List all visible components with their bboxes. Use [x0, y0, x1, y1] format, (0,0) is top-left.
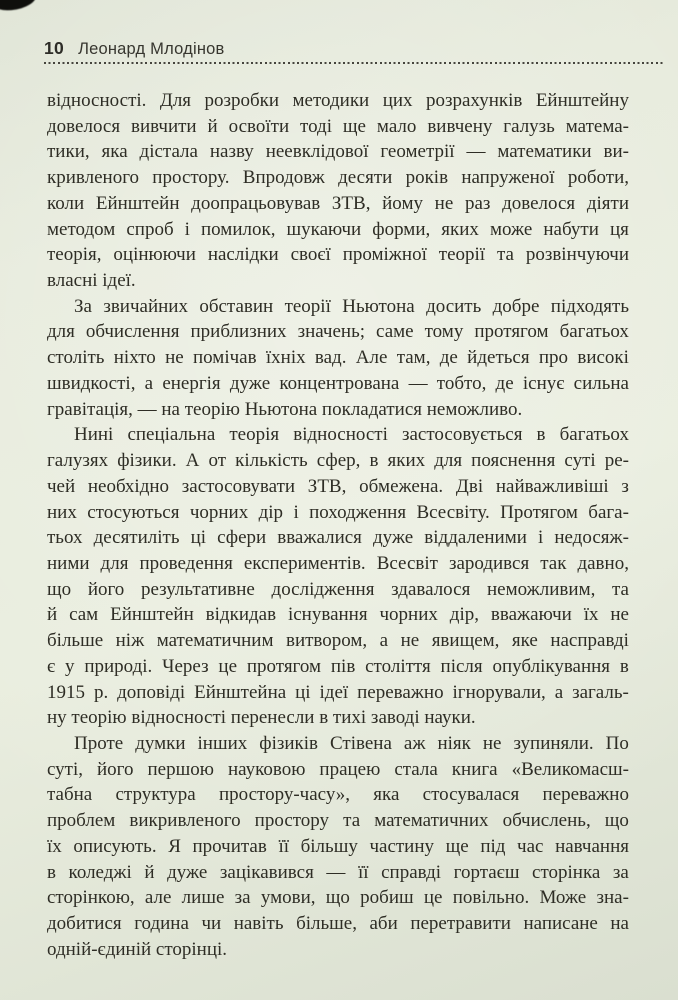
page-number: 10	[44, 38, 65, 58]
text-line: чей необхідно застосовувати ЗТВ, обмежена. Дві найважливіші з	[47, 475, 629, 497]
running-header-line	[44, 38, 664, 59]
text-line: й сам Ейнштейн відкидав існування чорних дір, вважаючи їх не	[47, 604, 629, 626]
text-line: них стосуються чорних дір і походження Всесвіту. Протягом бага-	[47, 501, 629, 523]
text-line: довелося вивчити й освоїти тоді ще мало вивчену галузь матема-	[47, 115, 629, 137]
text-line: швидкості, а енергія дуже концентрована — тобто, де існує сильна	[47, 372, 629, 394]
text-line: ну теорію відносності перенесли в тихі заводі науки.	[47, 707, 476, 729]
running-header	[44, 38, 664, 64]
text-line: кривленого простору. Впродовж десяти років напруженої роботи,	[47, 167, 629, 189]
text-line: коли Ейнштейн доопрацьовував ЗТВ, йому не раз довелося діяти	[47, 192, 629, 214]
text-line: тики, яка дістала назву неевклідової геометрії — математики ви-	[47, 141, 629, 163]
text-line: табна структура простору-часу», яка стосувалася переважно	[47, 784, 629, 806]
text-line: відносності. Для розробки методики цих розрахунків Ейнштейну	[47, 90, 629, 111]
scan-corner-artifact	[0, 0, 38, 12]
text-line: добитися година чи навіть більше, аби перетравити написане на	[47, 913, 629, 934]
paragraph	[47, 731, 629, 962]
text-line: суті, його першою науковою працею стала книга «Великомасш-	[47, 758, 629, 780]
text-line: ними для проведення експериментів. Всесвіт зародився так давно,	[47, 552, 629, 574]
text-line: методом спроб і помилок, шукаючи форми, яких може набути ця	[47, 218, 629, 240]
text-line: проблем викривленого простору та математичних обчислень, що	[47, 810, 629, 832]
text-line: теорія, оцінюючи наслідки своєї проміжної теорії та розвінчуючи	[47, 244, 629, 266]
text-line: гравітація, — на теорію Ньютона покладатися неможливо.	[47, 398, 523, 420]
paragraph	[47, 422, 629, 731]
text-line: більше ніж математичним витвором, а не явищем, яке насправді	[47, 630, 629, 652]
text-line: За звичайних обставин теорії Ньютона досить добре підходять	[74, 295, 629, 317]
text-line: для обчислення приблизних значень; саме тому протягом багатьох	[47, 321, 629, 343]
running-header-author: Леонард Млодінов	[78, 40, 225, 58]
text-line: що його результативне дослідження здавалося неможливим, та	[47, 578, 629, 600]
dotted-rule	[44, 62, 663, 64]
text-line: їх описують. Я прочитав її більшу частину ще під час навчання	[47, 835, 629, 857]
text-line: власні ідеї.	[47, 270, 136, 292]
text-column	[47, 88, 629, 962]
text-line: Нині спеціальна теорія відносності застосовується в багатьох	[74, 424, 629, 446]
text-line: Проте думки інших фізиків Стівена аж ніяк не зупиняли. По	[74, 732, 629, 754]
text-line: століть ніхто не помічав їхніх вад. Але там, де йдеться про високі	[47, 347, 629, 369]
paragraph	[47, 88, 629, 294]
text-line: в коледжі й дуже зацікавився — її справді гортаєш сторінка за	[47, 861, 629, 883]
text-line: сторінкою, але лише за умови, що робиш це повільно. Може зна-	[47, 887, 629, 909]
text-line: галузях фізики. А от кількість сфер, в яких для пояснення суті ре-	[47, 450, 629, 472]
paragraph	[47, 294, 629, 423]
text-line: є у природі. Через це протягом пів століття після опублікування в	[47, 655, 629, 677]
text-line: одній-єдиній сторінці.	[47, 938, 228, 960]
text-line: тьох десятиліть ці сфери вважалися дуже віддаленими і недосяж-	[47, 527, 629, 549]
text-line: 1915 р. доповіді Ейнштейна ці ідеї переважно ігнорували, а загаль-	[47, 681, 629, 703]
